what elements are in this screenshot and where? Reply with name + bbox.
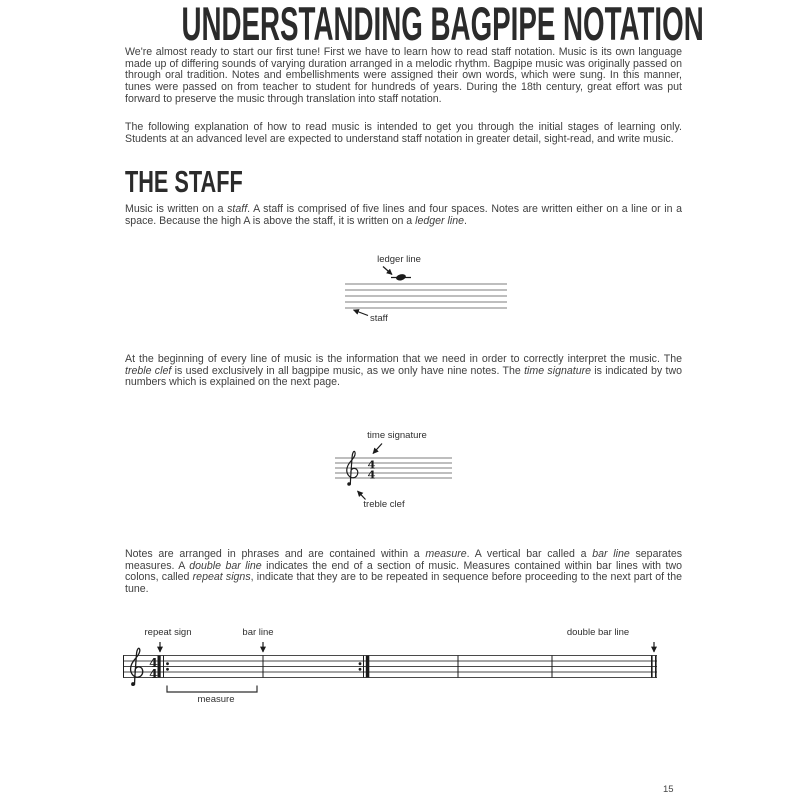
text-segment: . bbox=[464, 214, 467, 227]
staff-diagram bbox=[330, 250, 530, 335]
measures-diagram bbox=[110, 622, 690, 710]
italic-term-measure: measure bbox=[425, 548, 467, 560]
section-heading-row bbox=[125, 164, 293, 199]
text-segment: , indicate that they are to be repeated in sequence before proceeding to the next part of the tune. bbox=[125, 571, 682, 596]
staff-paragraph bbox=[125, 204, 682, 227]
measure-paragraph bbox=[125, 549, 682, 596]
page-title: UNDERSTANDING BAGPIPE NOTATION bbox=[181, 0, 704, 50]
text-segment: is used exclusively in all bagpipe music, as we only have nine notes. The bbox=[171, 364, 525, 377]
staff-lines bbox=[335, 458, 452, 478]
treble-clef-icon bbox=[131, 648, 143, 686]
text-segment: Music is written on a bbox=[125, 203, 228, 215]
text-segment: At the beginning of every line of music is the information that we need in order to correctly interpret the music. The bbox=[125, 353, 682, 365]
bar-line-label: bar line bbox=[242, 627, 274, 638]
text-segment: . A vertical bar called a bbox=[466, 548, 593, 560]
treble-clef-icon bbox=[347, 451, 358, 485]
italic-term-double-bar-line: double bar line bbox=[189, 559, 262, 572]
section-heading-the-staff: THE STAFF bbox=[125, 164, 243, 199]
treble-clef-label: treble clef bbox=[363, 499, 405, 510]
time-signature-top-number: 4 bbox=[367, 457, 376, 472]
time-signature-arrow-icon bbox=[373, 444, 382, 454]
measure-label: measure bbox=[197, 694, 235, 705]
italic-term-bar-line: bar line bbox=[592, 548, 630, 560]
ledger-line-arrow-icon bbox=[383, 267, 392, 275]
page-title-row bbox=[0, 0, 800, 50]
double-bar-line-label: double bar line bbox=[566, 627, 630, 638]
staff-label: staff bbox=[370, 313, 388, 324]
staff-lines bbox=[123, 656, 657, 678]
clef-paragraph bbox=[125, 354, 682, 389]
text-segment: separates measures. A bbox=[125, 548, 683, 572]
time-signature-bottom-number: 4 bbox=[149, 666, 158, 681]
text-segment: Notes are arranged in phrases and are contained within a bbox=[125, 548, 426, 560]
text-segment: . A staff is comprised of five lines and four spaces. Notes are written either on a line or in a space. Because the high A is above the staff, it is written on a bbox=[125, 203, 682, 227]
page-number: 15 bbox=[663, 784, 674, 795]
italic-term-time-signature: time signature bbox=[524, 364, 591, 377]
note-head-icon bbox=[395, 273, 406, 281]
text-segment: indicates the end of a section of music. Measures contained within bar lines with two colons, called bbox=[125, 559, 682, 584]
staff-lines bbox=[345, 284, 507, 308]
time-signature-bottom-number: 4 bbox=[367, 467, 376, 482]
italic-term-treble-clef: treble clef bbox=[125, 364, 172, 377]
text-segment: is indicated by two numbers which is explained on the next page. bbox=[125, 364, 682, 389]
staff-graphic bbox=[330, 250, 530, 335]
italic-term-repeat-signs: repeat signs bbox=[192, 571, 251, 584]
intro-paragraph-1: We're almost ready to start our first tune! First we have to learn how to read staff notation. Music is its own language made up of differing sounds of varying duration arranged in a melodic rhythm. Bagpipe music was originally passed on through oral tradition. Notes and embellishments were assigned their own words, which were sung. In this manner, tunes were passed on from teacher to student for hundreds of years. During the 18th century, great effort was put forward to preserve the music through translation into staff notation. bbox=[125, 46, 682, 105]
time-signature-top-number: 4 bbox=[149, 655, 158, 670]
repeat-sign-label: repeat sign bbox=[144, 627, 192, 638]
clef-diagram bbox=[270, 428, 490, 518]
time-signature-label: time signature bbox=[367, 430, 427, 441]
italic-term-staff: staff bbox=[227, 203, 248, 215]
staff-arrow-icon bbox=[354, 310, 369, 316]
intro-paragraph-2: The following explanation of how to read music is intended to get you through the initial stages of learning only. Students at an advanced level are expected to understand staff notation in greater detail, sight-read, and write music. bbox=[125, 121, 682, 145]
measure-bracket bbox=[167, 686, 257, 693]
italic-term-ledger-line: ledger line bbox=[415, 214, 465, 227]
ledger-line-label: ledger line bbox=[377, 254, 421, 265]
